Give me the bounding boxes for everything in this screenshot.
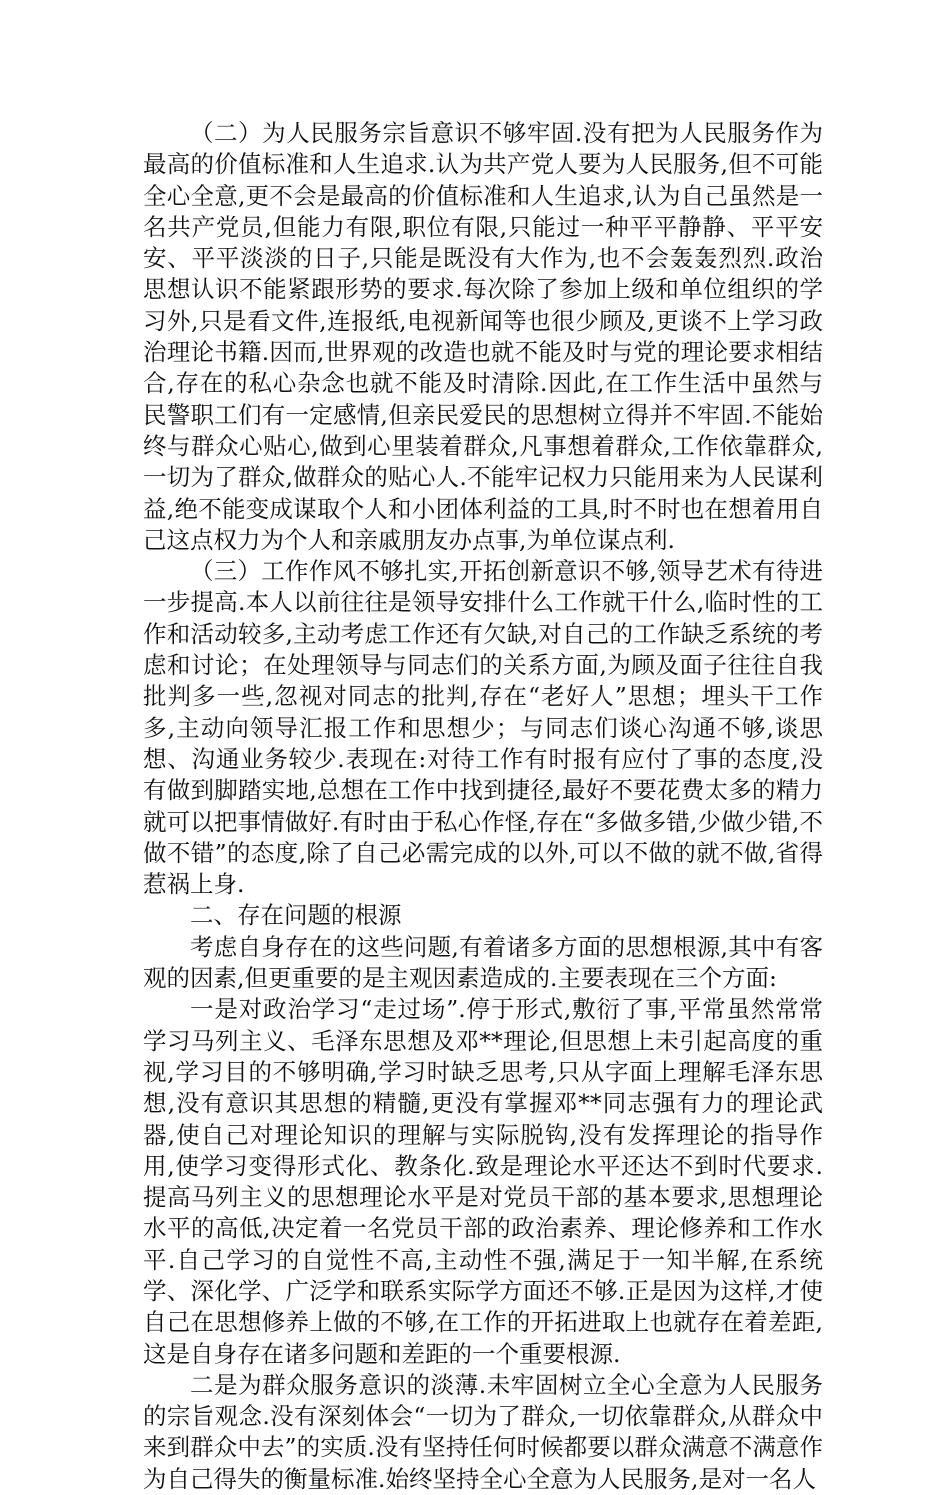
- paragraph-mass-service: 二是为群众服务意识的淡薄.未牢固树立全心全意为人民服务的宗旨观念.没有深刻体会“一切为了群众,一切依靠群众,从群众中来到群众中去”的实质.没有坚持任何时候都要以群众满意不满意作为自己得失的衡量标准.始终坚持全心全意为人民服务,是对一名人: [143, 1370, 823, 1493]
- paragraph-service-awareness: （二）为人民服务宗旨意识不够牢固.没有把为人民服务作为最高的价值标准和人生追求.认为共产党人要为人民服务,但不可能全心全意,更不会是最高的价值标准和人生追求,认为自己虽然是一名共产党员,但能力有限,职位有限,只能过一种平平静静、平平安安、平平淡淡的日子,只能是既没有大作为,也不会轰轰烈烈.政治思想认识不能紧跟形势的要求.每次除了参加上级和单位组织的学习外,只是看文件,连报纸,电视新闻等也很少顾及,更谈不上学习政治理论书籍.因而,世界观的改造也就不能及时与党的理论要求相结合,存在的私心杂念也就不能及时清除.因此,在工作生活中虽然与民警职工们有一定感情,但亲民爱民的思想树立得并不牢固.不能始终与群众心贴心,做到心里装着群众,凡事想着群众,工作依靠群众,一切为了群众,做群众的贴心人.不能牢记权力只能用来为人民谋利益,绝不能变成谋取个人和小团体利益的工具,时不时也在想着用自己这点权力为个人和亲戚朋友办点事,为单位谋点利.: [143, 119, 823, 554]
- paragraph-political-study: 一是对政治学习“走过场”.停于形式,敷衍了事,平常虽然常常学习马列主义、毛泽东思想及邓**理论,但思想上未引起高度的重视,学习目的不够明确,学习时缺乏思考,只从字面上理解毛泽东思想,没有意识其思想的精髓,更没有掌握邓**同志强有力的理论武器,使自己对理论知识的理解与实际脱钩,没有发挥理论的指导作用,使学习变得形式化、教条化.致是理论水平还达不到时代要求.提高马列主义的思想理论水平是对党员干部的基本要求,思想理论水平的高低,决定着一名党员干部的政治素养、理论修养和工作水平.自己学习的自觉性不高,主动性不强,满足于一知半解,在系统学、深化学、广泛学和联系实际学方面还不够.正是因为这样,才使自己在思想修养上做的不够,在工作的开拓进取上也就存在着差距,这是自身存在诸多问题和差距的一个重要根源.: [143, 995, 823, 1368]
- section-heading-root-causes: 二、存在问题的根源: [190, 901, 402, 930]
- paragraph-intro-causes: 考虑自身存在的这些问题,有着诸多方面的思想根源,其中有客观的因素,但更重要的是主观因素造成的.主要表现在三个方面:: [143, 932, 823, 993]
- document-page: [143, 118, 823, 1495]
- paragraph-work-style: （三）工作作风不够扎实,开拓创新意识不够,领导艺术有待进一步提高.本人以前往往是领导安排什么工作就干什么,临时性的工作和活动较多,主动考虑工作还有欠缺,对自己的工作缺乏系统的考虑和讨论；在处理领导与同志们的关系方面,为顾及面子往往自我批判多一些,忽视对同志的批判,存在“老好人”思想；埋头干工作多,主动向领导汇报工作和思想少；与同志们谈心沟通不够,谈思想、沟通业务较少.表现在:对待工作有时报有应付了事的态度,没有做到脚踏实地,总想在工作中找到捷径,最好不要花费太多的精力就可以把事情做好.有时由于私心作怪,存在“多做多错,少做少错,不做不错”的态度,除了自己必需完成的以外,可以不做的就不做,省得惹祸上身.: [143, 557, 823, 899]
